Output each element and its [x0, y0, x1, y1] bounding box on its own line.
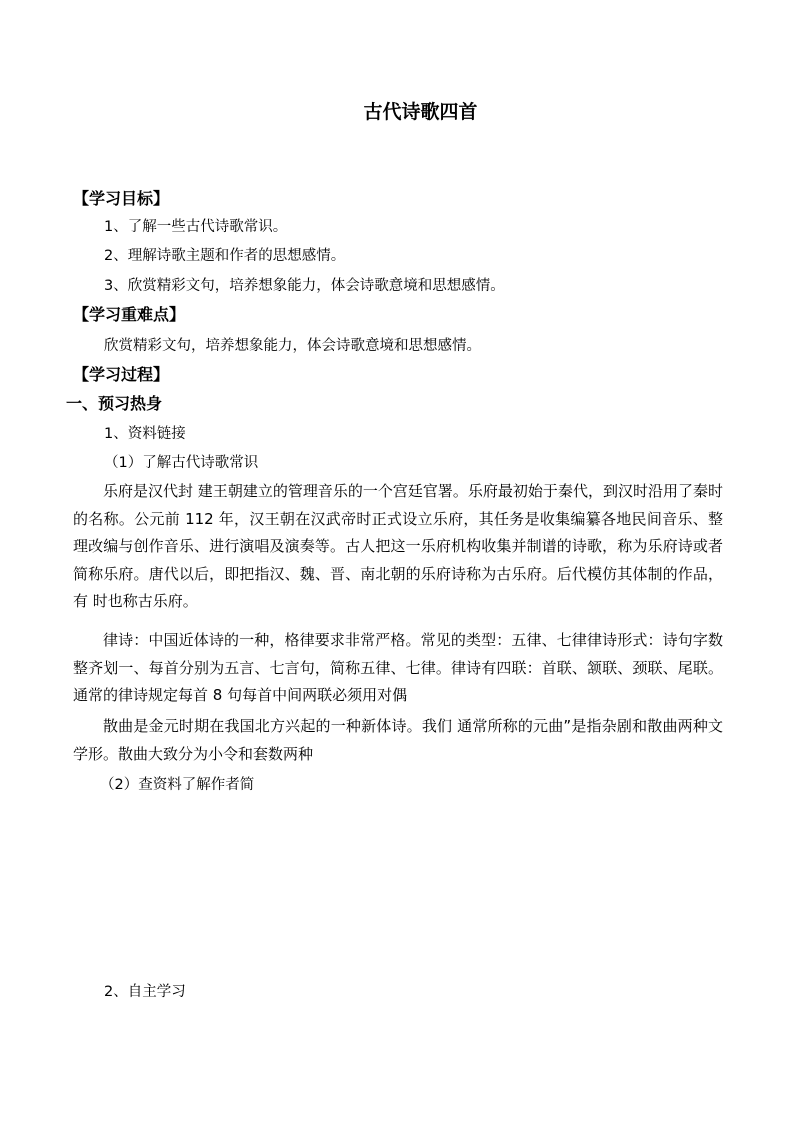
key-points-text: 欣赏精彩文句，培养想象能力，体会诗歌意境和思想感情。	[104, 338, 481, 354]
objectives-heading: 【学习目标】	[73, 189, 170, 208]
objective-item-2: 2、理解诗歌主题和作者的思想感情。	[104, 248, 346, 264]
paragraph-yuefu: 乐府是汉代封 建王朝建立的管理音乐的一个宫廷官署。乐府最初始于秦代，到汉时沿用了秦时的名称。公元前 112 年，汉王朝在汉武帝时正式设立乐府，其任务是收集编纂各地民间音乐、整理改编与创作音乐、进行演唱及演奏等。古人把这一乐府机构收集并制谱的诗歌，称为乐府诗或者简称乐府。唐代以后，即把指汉、魏、晋、南北朝的乐府诗称为古乐府。后代模仿其体制的作品，有 时也称古乐府。	[73, 482, 723, 611]
objective-item-1: 1、了解一些古代诗歌常识。	[104, 219, 288, 235]
paragraph-sanqu: 散曲是金元时期在我国北方兴起的一种新体诗。我们 通常所称的元曲”是指杂剧和散曲两种文学形。散曲大致分为小令和套数两种	[73, 717, 723, 763]
self-study-label: 2、自主学习	[104, 984, 186, 1000]
objective-item-3: 3、欣赏精彩文句，培养想象能力，体会诗歌意境和思想感情。	[104, 278, 505, 294]
poetry-knowledge-label: （1）了解古代诗歌常识	[104, 455, 259, 471]
document-title: 古代诗歌四首	[363, 101, 478, 123]
process-heading: 【学习过程】	[73, 365, 170, 384]
paragraph-lvshi: 律诗：中国近体诗的一种，格律要求非常严格。常见的类型：五律、七律律诗形式：诗句字数整齐划一、每首分别为五言、七言句，简称五律、七律。律诗有四联：首联、颔联、颈联、尾联。通常的律诗规定每首 8 句每首中间两联必须用对偶	[73, 631, 723, 705]
key-points-heading: 【学习重难点】	[73, 305, 186, 324]
part1-heading: 一、预习热身	[66, 394, 163, 413]
author-research-label: （2）查资料了解作者简	[100, 777, 255, 793]
resource-link-label: 1、资料链接	[104, 426, 186, 442]
